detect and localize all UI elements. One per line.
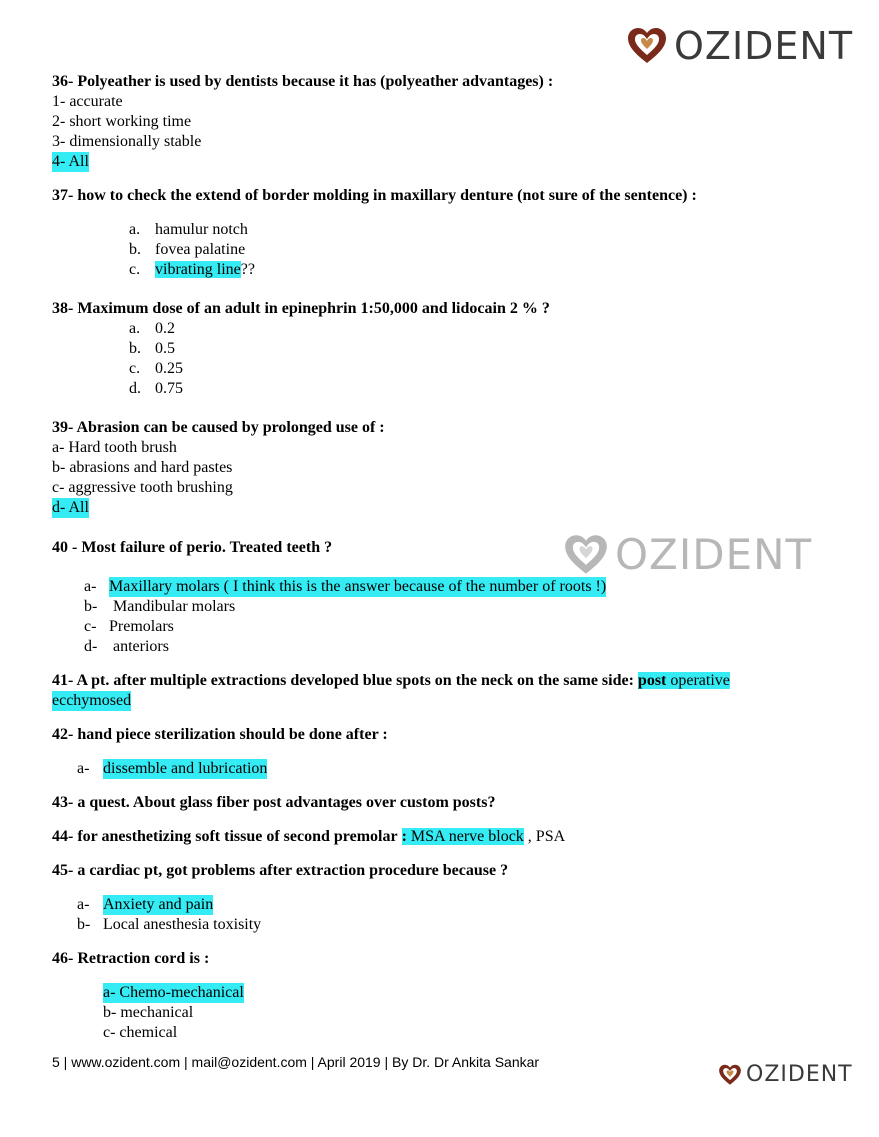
q38-option-text: 0.75: [155, 380, 183, 397]
q44-answer-highlighted: MSA nerve block: [406, 828, 524, 845]
q38-option-label: d.: [129, 380, 141, 397]
q38-option-label: c.: [129, 360, 141, 377]
page-footer: 5 | www.ozident.com | mail@ozident.com | April 2019 | By Dr. Dr Ankita Sankar: [52, 1054, 540, 1070]
watermark-brand-name: OZIDENT: [615, 530, 813, 579]
question-36-title: 36- Polyeather is used by dentists because it has (polyeather advantages) :: [52, 73, 554, 90]
q36-option: 1- accurate: [52, 93, 123, 110]
question-43-title: 43- a quest. About glass fiber post advantages over custom posts?: [52, 794, 496, 811]
question-44-title: 44- for anesthetizing soft tissue of second premolar: [52, 828, 398, 845]
question-41-title: 41- A pt. after multiple extractions developed blue spots on the neck on the same side:: [52, 672, 634, 689]
question-37-title: 37- how to check the extend of border molding in maxillary denture (not sure of the sentence) :: [52, 187, 697, 204]
q40-option-label: c-: [84, 618, 97, 635]
footer-logo: [718, 1062, 853, 1087]
question-44-line: [52, 827, 565, 847]
question-42-title: 42- hand piece sterilization should be done after :: [52, 726, 388, 743]
q38-option-text: 0.5: [155, 340, 175, 357]
header-logo: [626, 24, 853, 68]
q37-option-text: hamulur notch: [155, 221, 248, 238]
question-38-title: 38- Maximum dose of an adult in epinephrin 1:50,000 and lidocain 2 % ?: [52, 300, 550, 317]
q44-colon: :: [401, 828, 407, 845]
heart-logo-icon: [718, 1064, 742, 1086]
q36-option: 3- dimensionally stable: [52, 133, 202, 150]
q44-rest: , PSA: [523, 828, 566, 845]
q37-answer-highlighted: vibrating line: [155, 261, 241, 278]
q46-option: b- mechanical: [103, 1004, 194, 1021]
q37-answer-suffix: ??: [240, 261, 255, 278]
q40-option-text: Premolars: [109, 618, 174, 635]
q46-option: c- chemical: [103, 1024, 178, 1041]
q37-option-text: fovea palatine: [155, 241, 246, 258]
brand-name: OZIDENT: [674, 24, 854, 68]
q38-option-label: a.: [129, 320, 141, 337]
q39-answer-highlighted: d- All: [52, 499, 89, 516]
question-46-title: 46- Retraction cord is :: [52, 950, 210, 967]
q45-option-label: b-: [77, 916, 91, 933]
q37-option-label: b.: [129, 241, 141, 258]
q36-answer-highlighted: 4- All: [52, 153, 89, 170]
q38-option-text: 0.2: [155, 320, 175, 337]
q41-answer-rest: operative: [666, 672, 730, 689]
heart-watermark-icon: [563, 534, 609, 576]
q41-answer-line2: ecchymosed: [52, 692, 132, 709]
q42-answer-highlighted: dissemble and lubrication: [103, 760, 268, 777]
question-39-title: 39- Abrasion can be caused by prolonged use of :: [52, 419, 385, 436]
q40-option-label: b-: [84, 598, 98, 615]
q40-option-label: d-: [84, 638, 98, 655]
q37-option-text: [155, 260, 255, 280]
q40-option-label: a-: [84, 578, 97, 595]
q45-option-text: Local anesthesia toxisity: [103, 916, 262, 933]
q40-option-text: Mandibular molars: [109, 598, 236, 615]
q39-option: b- abrasions and hard pastes: [52, 459, 233, 476]
watermark-logo: [563, 530, 812, 579]
footer-brand-name: OZIDENT: [746, 1062, 853, 1087]
q37-option-label: a.: [129, 221, 141, 238]
heart-logo-icon: [626, 27, 668, 65]
q39-option: a- Hard tooth brush: [52, 439, 177, 456]
q38-option-label: b.: [129, 340, 141, 357]
q37-option-label: c.: [129, 261, 141, 278]
question-40-title: 40 - Most failure of perio. Treated teeth ?: [52, 539, 333, 556]
q41-answer-bold: post: [637, 672, 667, 689]
q46-answer-highlighted: a- Chemo-mechanical: [103, 984, 244, 1001]
q40-answer-highlighted: Maxillary molars ( I think this is the answer because of the number of roots !): [109, 578, 607, 595]
q39-option: c- aggressive tooth brushing: [52, 479, 233, 496]
q45-option-label: a-: [77, 896, 90, 913]
q40-option-text: anteriors: [109, 638, 169, 655]
question-41-line: [52, 671, 730, 691]
q42-option-label: a-: [77, 760, 90, 777]
question-45-title: 45- a cardiac pt, got problems after extraction procedure because ?: [52, 862, 509, 879]
q36-option: 2- short working time: [52, 113, 192, 130]
q38-option-text: 0.25: [155, 360, 183, 377]
q45-answer-highlighted: Anxiety and pain: [103, 896, 214, 913]
